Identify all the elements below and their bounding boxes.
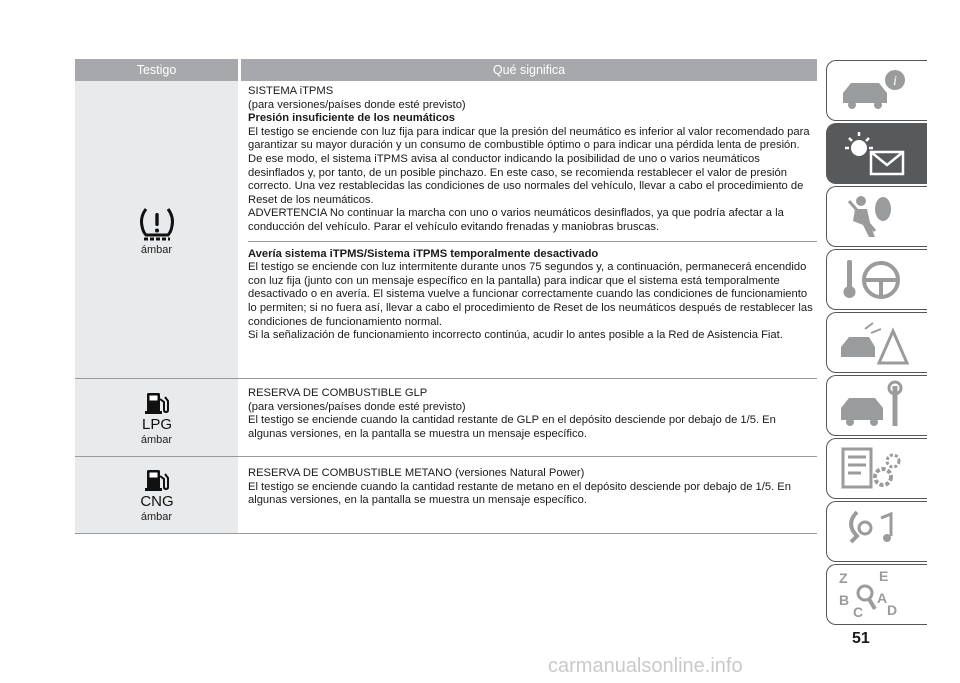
paragraph: Si la señalización de funcionamiento incorrecto continúa, acudir lo antes posible a la Red de Asistencia Fiat. — [248, 329, 783, 342]
description-cell — [238, 379, 817, 456]
svg-text:LPG: LPG — [141, 415, 172, 432]
emergency-icon — [835, 317, 915, 369]
header-significado: Qué significa — [241, 59, 817, 81]
lamp-cell — [75, 81, 238, 378]
svg-text:B: B — [839, 592, 850, 608]
safety-airbag-icon — [835, 191, 915, 243]
page-number: 51 — [852, 630, 870, 647]
svg-text:C: C — [853, 604, 864, 620]
index-icon — [835, 569, 915, 621]
paragraph: El testigo se enciende cuando la cantidad restante de metano en el depósito desciende por debajo de 1/5. En algunas versiones, en la pantalla se muestra un mensaje específico. — [248, 480, 791, 507]
maintenance-icon — [835, 380, 915, 432]
tab-maintenance[interactable] — [826, 375, 927, 436]
tab-technical-data[interactable] — [826, 438, 927, 499]
tab-multimedia[interactable] — [826, 501, 927, 562]
starting-driving-icon — [835, 254, 915, 306]
tab-car-info[interactable] — [826, 60, 927, 121]
lamp-color: ámbar — [140, 511, 173, 523]
tab-safety[interactable] — [826, 186, 927, 247]
tab-emergency[interactable] — [826, 312, 927, 373]
table-row — [75, 81, 817, 379]
system-name: SISTEMA iTPMS — [248, 85, 334, 97]
table-row — [75, 457, 817, 534]
warning-lights-table — [75, 59, 817, 534]
section-title: Avería sistema iTPMS/Sistema iTPMS temporalmente desactivado — [248, 247, 599, 260]
paragraph: El testigo se enciende con luz intermitente durante unos 75 segundos y, a continuación, permanecerá encendido con luz fija (junto con un mensaje específico en la pantalla) para indicar que el sistema está temporalmente desactivado o en avería. El sistema vuelve a funcionar correctamente cuando las condiciones de funcionamiento lo permiten; si no fuera así, llevar a cabo el procedimiento de Reset de los neumáticos después de restablecer las condiciones de funcionamiento normal. — [248, 261, 813, 328]
lamp-color: ámbar — [140, 243, 173, 256]
section-itpms-fault — [248, 248, 817, 343]
paragraph: De ese modo, el sistema iTPMS avisa al conductor indicando la posibilidad de uno o varios neumáticos desinflados y, por tanto, de un posible pinchazo. En este caso, se recomienda restablecer el valor de presión correcto. Una vez restablecidas las condiciones de uso normales del vehículo, llevar a cabo el procedimiento de Reset de los neumáticos. — [248, 152, 804, 206]
availability-note: (para versiones/países donde esté previsto) — [248, 98, 466, 111]
car-info-icon — [835, 65, 915, 117]
description-cell — [238, 81, 817, 378]
lamp-cell — [75, 457, 238, 533]
lamp-cell — [75, 379, 238, 456]
row-title: RESERVA DE COMBUSTIBLE METANO (versiones Natural Power) — [248, 467, 585, 479]
svg-text:CNG: CNG — [139, 493, 174, 509]
row-title: RESERVA DE COMBUSTIBLE GLP — [248, 387, 428, 399]
svg-text:E: E — [879, 569, 889, 584]
section-itpms-pressure — [248, 85, 817, 242]
paragraph: El testigo se enciende cuando la cantidad restante de GLP en el depósito desciende por debajo de 1/5. En algunas versiones, en la pantalla se muestra un mensaje específico. — [248, 414, 776, 440]
warning-paragraph: ADVERTENCIA No continuar la marcha con uno o varios neumáticos desinflados, ya que podría afectar a la conducción del vehículo. Parar el vehículo evitando frenadas y maniobras bruscas. — [248, 207, 784, 233]
tab-index[interactable] — [826, 564, 927, 625]
description-cell — [238, 457, 817, 533]
watermark: carmanualsonline.info — [548, 655, 743, 677]
header-testigo: Testigo — [75, 59, 238, 81]
tire-pressure-warning-icon — [137, 204, 177, 242]
svg-text:D: D — [887, 602, 898, 618]
svg-text:A: A — [877, 590, 888, 606]
tab-starting-driving[interactable] — [826, 249, 927, 310]
table-row — [75, 379, 817, 457]
technical-data-icon — [835, 443, 915, 495]
availability-note: (para versiones/países donde esté previsto) — [248, 400, 466, 413]
cng-fuel-icon — [136, 467, 178, 509]
lamp-color: ámbar — [140, 433, 173, 446]
paragraph: El testigo se enciende con luz fija para indicar que la presión del neumático es inferior al valor recomendado para garantizar su mayor duración y un consumo de combustible óptimo o para indicar una pérdida lenta de presión. — [248, 125, 810, 152]
svg-text:Z: Z — [839, 570, 848, 586]
multimedia-icon — [835, 506, 915, 558]
svg-text:i: i — [893, 74, 897, 89]
warning-lights-icon — [835, 128, 915, 180]
lpg-fuel-icon — [136, 390, 178, 432]
table-header — [75, 59, 817, 81]
tab-warning-lights[interactable] — [826, 123, 927, 184]
section-title: Presión insuficiente de los neumáticos — [248, 112, 456, 125]
